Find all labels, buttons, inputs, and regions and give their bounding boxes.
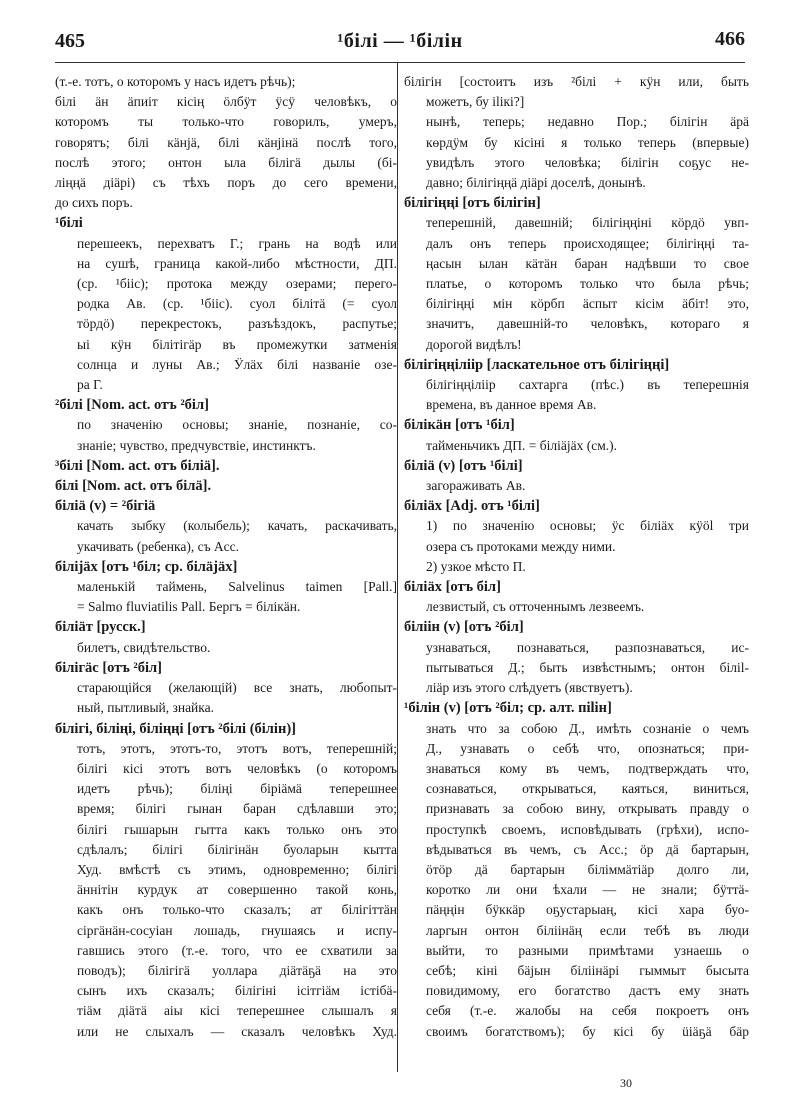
headword-line: ¹білі — [55, 215, 83, 232]
entry-text-line: ларгын онтон біліінäң если тебѣ въ люди — [426, 922, 749, 938]
entry-text-line: себя (т.-е. жалобы на себя покроетъ онъ — [426, 1003, 749, 1019]
entry-text-line: знать что за собою Д., имѣть сознаніе о чемъ — [426, 720, 749, 736]
entry-text-line: ӓннітін курдук ат совершенно такой конь, — [77, 882, 397, 898]
entry-text-line: білігі кісі этотъ вотъ человѣкъ (о которомъ — [77, 760, 397, 776]
entry-text-line: білігіңңі мін кöрбп äспыт кісім äбіт! это, — [426, 296, 749, 312]
headword-line: ¹білін (v) [отъ ²біл; ср. алт. пiliн] — [404, 700, 612, 717]
entry-text-line: тöрдö) перекрестокъ, разъѣздокъ, распутье; — [77, 316, 397, 332]
entry-text-line: времена, въ данное время Ав. — [426, 397, 597, 413]
entry-text-line: маленькій таймень, Salvelinus taimen [Pall.] — [77, 579, 397, 595]
headword-line: біліäх [Adj. отъ ¹білі] — [404, 498, 540, 515]
entry-text-line: сіргäнäн-сосуіан лошадь, гнушаясь и испу- — [77, 922, 397, 938]
entry-text-line: увидѣлъ этого человѣка; білігін соҕус не- — [426, 154, 749, 170]
entry-text-line: вѣдываться въ чемъ, съ Acc.; öр дä бартарын, — [426, 841, 749, 857]
entry-text-line: пäңңін бÿккäр оҕустарыаң, кісі хара буо- — [426, 902, 749, 918]
entry-text-line: ный, пытливый, знайка. — [77, 700, 215, 716]
headword-line: білікäн [отъ ¹біл] — [404, 417, 515, 434]
entry-text-line: или не слыхалъ — сказалъ человѣкъ Худ. — [77, 1023, 397, 1039]
entry-text-line: выйти, то разными примѣтами узнаешь о — [426, 942, 749, 958]
entry-text-line: öтöр дä бартарын біліммäтiäр долго ли, — [426, 861, 749, 877]
headword-line: білігіңңіліір [ласкательное отъ білігіңңі] — [404, 356, 670, 373]
headword-line: біліäт [русск.] — [55, 619, 146, 636]
entry-text-line: білі ӓн ӓпиіт кісің öлбÿт ӱсÿ человѣкъ, о — [55, 94, 397, 110]
entry-text-line: озера съ протоками между ними. — [426, 538, 616, 554]
headword-line: білігäс [отъ ²біл] — [55, 659, 163, 676]
entry-text-line: проступкѣ своемъ, исповѣдывать (грѣхи), испо- — [426, 821, 749, 837]
entry-text-line: знаваться кому въ чемъ, подтверждать что, — [426, 760, 749, 776]
entry-text-line: гавшись этого (т.-е. того, что ее схватили за — [77, 942, 397, 958]
entry-text-line: ра Г. — [77, 377, 103, 393]
entry-text-line: (ср. ¹біiс); протока между озерами; перего- — [77, 276, 397, 292]
entry-text-line: коротко ли они ѣхали — не знали; бÿттä- — [426, 882, 749, 898]
headword-line: біліäх [отъ біл] — [404, 579, 501, 596]
signature-mark: 30 — [620, 1076, 632, 1090]
entry-text-line: сознаваться, открываться, каяться, виниться, — [426, 781, 749, 797]
entry-text-line: идетъ рѣчь); біліңі біріäмä теперешнее — [77, 781, 397, 797]
headword-line: біліјäх [отъ ¹біл; ср. білäјäх] — [55, 558, 238, 575]
header-rule — [55, 62, 745, 63]
entry-text-line: себѣ; кіні бäјын біліінäрі гыммыт бысыта — [426, 962, 749, 978]
entry-text-line: білігіңңіліір сахтарга (пѣс.) въ теперешнія — [426, 377, 749, 393]
entry-text-line: качать зыбку (колыбель); качать, раскачивать, — [77, 518, 397, 534]
entry-text-line: далъ онъ теперь происходящее; білігіңңі та- — [426, 235, 749, 251]
headword-line: біліä (v) [отъ ¹білі] — [404, 457, 523, 474]
entry-text-line: перешеекъ, перехватъ Г.; грань на водѣ или — [77, 235, 397, 251]
entry-text-line: родка Ав. (ср. ¹біiс). суол білітä (= суол — [77, 296, 397, 312]
entry-text-line: сынъ ихъ сказалъ; білігіні ісітгіäм істібä- — [77, 983, 397, 999]
entry-text-line: тіäм діäтä аіы кісі теперешнее слышалъ я — [77, 1003, 397, 1019]
entry-text-line: какъ онъ только-что сказалъ; ат білігіттäн — [77, 902, 397, 918]
column-divider — [397, 62, 398, 1072]
entry-text-line: ліңңä діäрі) съ тѣхъ поръ до сего времени, — [55, 175, 397, 191]
entry-text-line: 2) узкое мѣсто П. — [426, 558, 526, 574]
entry-text-line: говорятъ; білі кäнјä, білі кäнјінä послѣ того, — [55, 134, 397, 150]
entry-text-line: тотъ, этотъ, этотъ-то, этотъ вотъ, теперешній; — [77, 740, 397, 756]
entry-text-line: сдѣлалъ; білігі білігінäн буоларын кытта — [77, 841, 397, 857]
entry-text-line: по значенію основы; знаніе, познаніе, со- — [77, 417, 397, 433]
page-number-right: 466 — [715, 28, 745, 50]
left-column — [55, 72, 397, 1042]
headword-line: біліä (v) = ²бігіä — [55, 498, 156, 515]
entry-text-line: тайменьчикъ ДП. = біліäјäх (см.). — [426, 437, 618, 453]
entry-text-line: старающійся (желающій) все знать, любопыт- — [77, 680, 397, 696]
entry-text-line: загораживать Ав. — [426, 478, 526, 494]
entry-text-line: Худ. вмѣстѣ съ этимъ, одновременно; білігі — [77, 861, 397, 877]
entry-text-line: значитъ, давешній-то человѣкъ, котораго я — [426, 316, 749, 332]
entry-text-line: = Salmo fluviatilis Pall. Бергъ = білікäн. — [77, 599, 301, 615]
entry-text-line: знаніе; чувство, предчувствіе, инстинктъ. — [77, 437, 316, 453]
entry-text-line: время; білігі гынан баран сдѣлавши это; — [77, 801, 397, 817]
entry-text-line: солнца и луны Ав.; Ӱлäх білі названіе озе- — [77, 356, 397, 372]
entry-text-line: повидимому, его богатство дастъ ему знать — [426, 983, 749, 999]
entry-text-line: (т.-е. тотъ, о которомъ у насъ идетъ рѣчь); — [55, 74, 296, 89]
running-title: ¹білі — ¹білін — [337, 30, 463, 52]
entry-text-line: поводъ); білігігä уоллара діäтäҕä на это — [77, 962, 397, 978]
entry-text-line: пытываться Д.; быть извѣстнымъ; онтон біліl- — [426, 659, 749, 675]
headword-line: білігіңңі [отъ білігін] — [404, 195, 541, 212]
entry-text-line: білігі гышарын гытта какъ только онъ это — [77, 821, 397, 837]
entry-text-line: укачивать (ребенка), съ Acc. — [77, 538, 240, 554]
headword-line: ²білі [Nom. act. отъ ²біл] — [55, 397, 209, 414]
entry-text-line: ліäр изъ этого слѣдуетъ (явствуетъ). — [426, 680, 633, 696]
entry-text-line: можетъ, бу ilікі?] — [426, 94, 525, 110]
entry-text-line: дорогой видѣлъ! — [426, 336, 522, 352]
entry-text-line: көрдÿм бу кісіні я только теперь (впервые) — [426, 134, 749, 150]
entry-text-line: на сушѣ, граница какой-либо мѣстности, ДП. — [77, 255, 397, 271]
entry-text-line: послѣ этого; онтон ыла білігä дылы (бі- — [55, 154, 397, 170]
entry-text-line: до сихъ поръ. — [55, 195, 133, 211]
entry-text-line: давно; білігіңңä діäрі доселѣ, донынѣ. — [426, 175, 646, 191]
entry-text-line: Д., узнавать о себѣ что, опознаться; при- — [426, 740, 749, 756]
headword-line: білігі, біліңі, біліңңі [отъ ²білі (білін)] — [55, 720, 296, 737]
entry-text-line: ыі кÿн білітігäр въ промежутки затменія — [77, 336, 397, 352]
entry-text-line: теперешній, давешній; білігіңңіні кöрдö увп- — [426, 215, 749, 231]
entry-text-line: своимъ богатствомъ); бу кісі бу üiäҕä бäр — [426, 1023, 749, 1039]
right-column — [404, 72, 749, 1042]
entry-text-line: ңасын ылан кäтäн баран надѣвши то свое — [426, 255, 749, 271]
page-number-left: 465 — [55, 30, 85, 52]
entry-text-line: узнаваться, познаваться, разпознаваться, ис- — [426, 639, 749, 655]
page-header — [55, 28, 745, 56]
headword-line: ³білі [Nom. act. отъ біліä]. — [55, 457, 220, 474]
entry-text-line: которомъ ты только-что говорилъ, умеръ, — [55, 114, 397, 130]
entry-text-line: лезвистый, съ отточеннымъ лезвеемъ. — [426, 599, 645, 615]
entry-text-line: нынѣ, теперь; недавно Пор.; білігін äрä — [426, 114, 749, 130]
entry-text-line: білігін [состоитъ изъ ²білі + кÿн или, быть — [404, 74, 749, 89]
entry-text-line: признавать за собою вину, открывать правду о — [426, 801, 749, 817]
entry-text-line: 1) по значенію основы; ӱс біліäх кÿöl три — [426, 518, 749, 534]
entry-text-line: билетъ, свидѣтельство. — [77, 639, 211, 655]
headword-line: білі [Nom. act. отъ білä]. — [55, 478, 212, 495]
headword-line: біліін (v) [отъ ²біл] — [404, 619, 524, 636]
entry-text-line: платье, о которомъ только что была рѣчь; — [426, 276, 749, 292]
